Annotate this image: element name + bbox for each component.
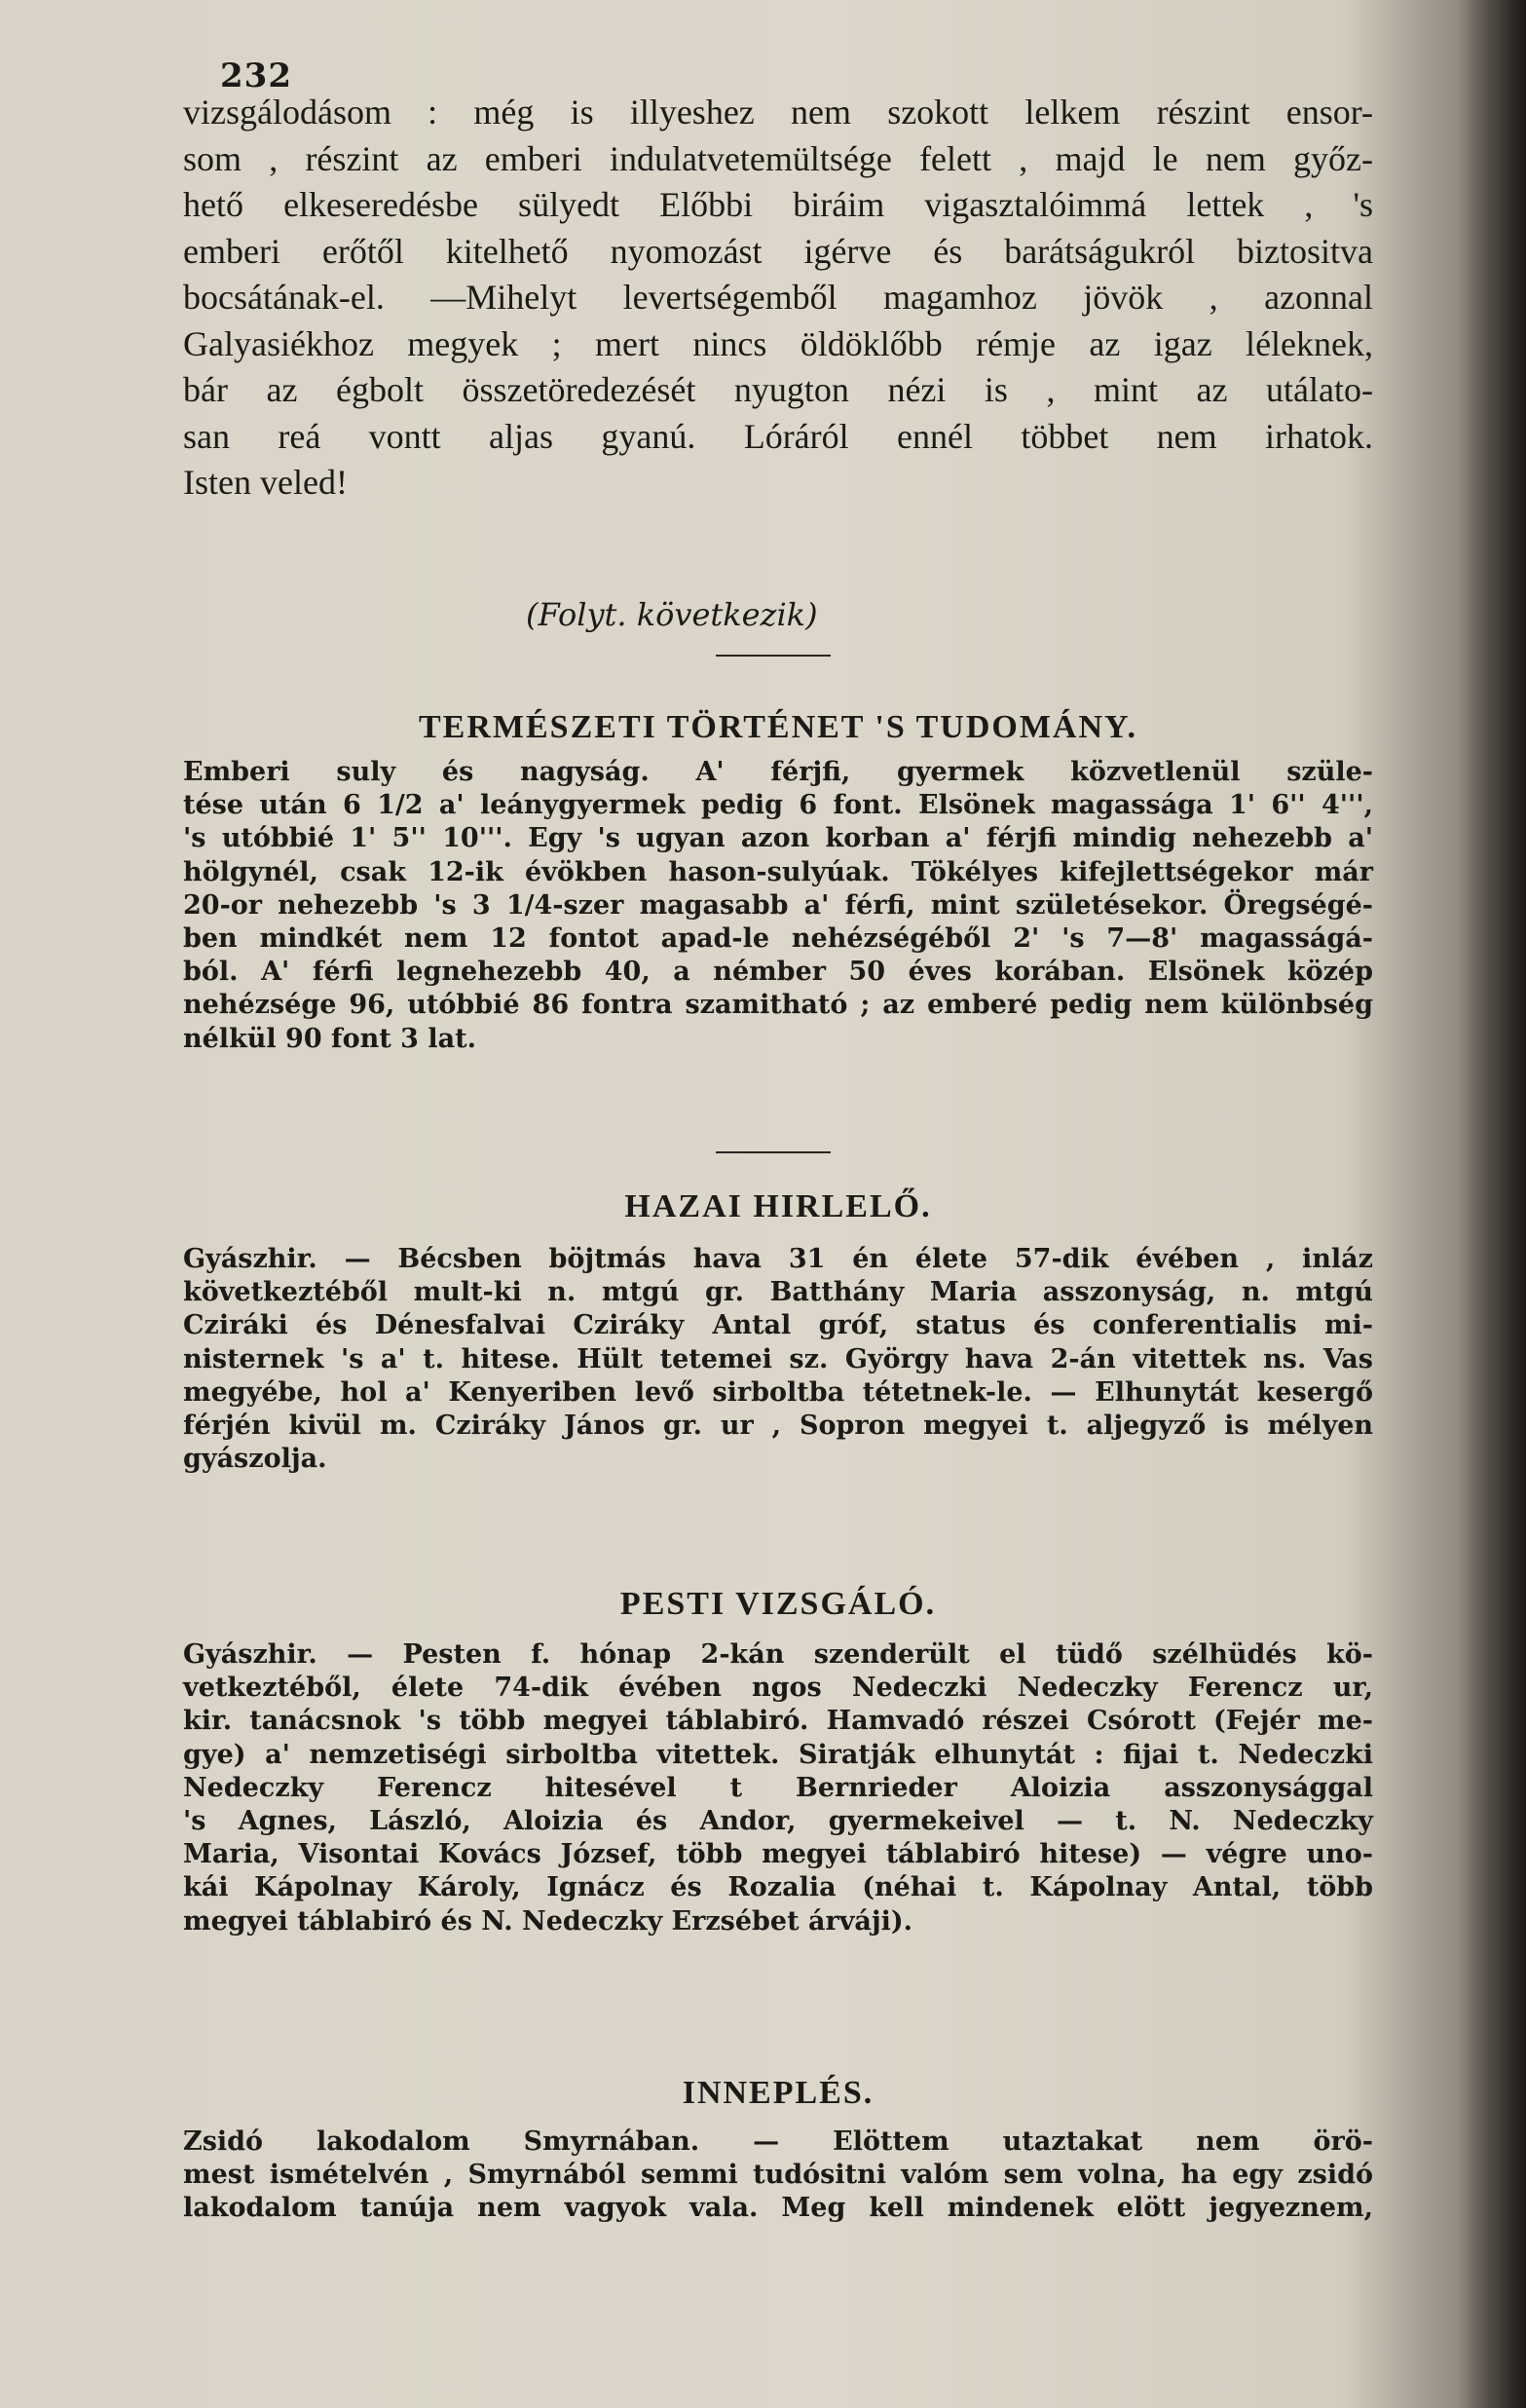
body-line: gye) a' nemzetiségi sirboltba vitettek. Siratják elhunytát : fijai t. Nedeczki (183, 1739, 1373, 1770)
body-line: hölgynél, csak 12-ik évökben hason-sulyúak. Tökélyes kifejlettségekor már (183, 856, 1373, 887)
body-line: mest ismételvén , Smyrnából semmi tudósitni valóm sem volna, ha egy zsidó (183, 2160, 1373, 2191)
section-heading: HAZAI HIRLELŐ. (624, 1188, 932, 1224)
lead-line: Galyasiékhoz megyek ; mert nincs öldöklőbb rémje az igaz léleknek, (183, 323, 1373, 363)
section-body (183, 756, 1373, 1056)
lead-line: bocsátának-el. —Mihelyt levertségemből magamhoz jövök , azonnal (183, 278, 1373, 317)
body-line: Zsidó lakodalom Smyrnában. — Elöttem utaztakat nem örö- (183, 2126, 1373, 2157)
lead-line: som , részint az emberi indulatvetemültsége felett , majd le nem győz- (183, 138, 1373, 178)
lead-line: Isten veled! (183, 463, 348, 502)
body-line: Gyászhir. — Bécsben böjtmás hava 31 én élete 57-dik évében , inláz (183, 1244, 1373, 1274)
body-line: nélkül 90 font 3 lat. (183, 1023, 476, 1054)
page-edge-shadow (1458, 0, 1526, 2408)
body-line: Nedeczky Ferencz hitesével t Bernrieder Aloizia asszonysággal (183, 1772, 1373, 1803)
body-line: Cziráki és Dénesfalvai Czirákу Antal gróf, status és conferentialis mi- (183, 1310, 1373, 1341)
body-line: tése után 6 1/2 a' leánygyermek pedig 6 font. Elsönek magassága 1' 6'' 4''', (183, 790, 1373, 821)
body-line: nisternek 's a' t. hitese. Hült tetemei sz. György hava 2-án vitettek ns. Vas (183, 1343, 1373, 1374)
body-line: nehézsége 96, utóbbié 86 fontra szamitható ; az emberé pedig nem különbség (183, 990, 1373, 1021)
lead-line: hető elkeseredésbe sülyedt Előbbi biráim vigasztalóimmá lettek , 's (183, 185, 1373, 224)
body-line: következtéből mult-ki n. mtgú gr. Batthány Maria asszonyság, n. mtgú (183, 1277, 1373, 1308)
body-line: kir. tanácsnok 's több megyei táblabiró. Hamvadó részei Csórott (Fejér me- (183, 1706, 1373, 1737)
body-line: 20-or nehezebb 's 3 1/4-szer magasabb a' férfi, mint születésekor. Öregségé- (183, 889, 1373, 921)
lead-line: bár az égbolt összetöredezését nyugton nézi is , mint az utálato- (183, 370, 1373, 409)
body-line: Emberi suly és nagyság. A' férjfi, gyermek közvetlenül szüle- (183, 757, 1373, 787)
lead-paragraph (183, 90, 1373, 507)
body-line: gyászolja. (183, 1444, 327, 1475)
lead-line: vizsgálodásom : még is illyeshez nem szokott lelkem részint ensor- (183, 93, 1373, 132)
lead-line: emberi erőtől kitelhető nyomozást igérve és barátságukról biztositva (183, 231, 1373, 271)
body-line: lakodalom tanúja nem vagyok vala. Meg kell mindenek elött jegyeznem, (183, 2193, 1373, 2224)
body-line: Gyászhir. — Pesten f. hónap 2-kán szenderült el tüdő szélhüdés kö- (183, 1639, 1373, 1670)
body-line: megyei táblabiró és N. Nedeczky Erzsébet árváji). (183, 1905, 913, 1937)
section-heading: PESTI VIZSGÁLÓ. (619, 1586, 937, 1622)
body-line: Maria, Visontai Kovács József, több megyei táblabiró hitese) — végre uno- (183, 1839, 1373, 1870)
body-line: kái Kápolnay Károly, Ignácz és Rozalia (néhai t. Kápolnay Antal, több (183, 1872, 1373, 1903)
body-line: 's utóbbié 1' 5'' 10'''. Egy 's ugyan azon korban a' férjfi mindig nehezebb a' (183, 823, 1373, 854)
section-heading: TERMÉSZETI TÖRTÉNET 'S TUDOMÁNY. (419, 709, 1137, 745)
section-divider (716, 655, 831, 657)
body-line: ból. A' férfi legnehezebb 40, a némber 50 éves korában. Elsönek közép (183, 957, 1373, 988)
lead-line: san reá vontt aljas gyanú. Lóráról ennél többet nem irhatok. (183, 416, 1373, 456)
body-line: vetkeztéből, élete 74-dik évében ngos Nedeczki Nedeczky Ferencz ur, (183, 1673, 1373, 1704)
section-body (183, 1243, 1373, 1476)
section-heading: INNEPLÉS. (682, 2075, 875, 2111)
section-body (183, 1638, 1373, 1938)
section-divider (716, 1151, 831, 1153)
body-line: férjén kivül m. Cziráky János gr. ur , Sopron megyei t. aljegyző is mélyen (183, 1411, 1373, 1442)
body-line: ben mindkét nem 12 fontot apad-le nehézségéből 2' 's 7—8' magasságá- (183, 923, 1373, 955)
body-line: 's Agnes, László, Aloizia és Andor, gyermekeivel — t. N. Nedeczky (183, 1806, 1373, 1837)
page-number: 232 (220, 56, 292, 95)
body-line: megyébe, hol a' Kenyeriben levő sirboltba tétetnek-le. — Elhunytát kesergő (183, 1376, 1373, 1408)
continuation-note: (Folyt. következik) (526, 596, 818, 633)
section-body (183, 2126, 1373, 2226)
